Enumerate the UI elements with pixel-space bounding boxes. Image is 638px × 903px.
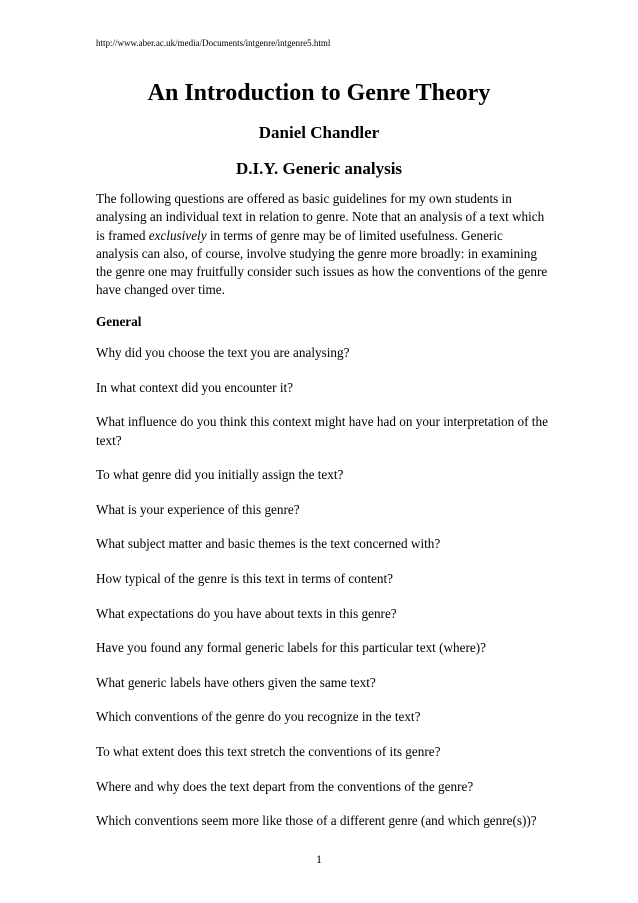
document-title: An Introduction to Genre Theory — [147, 80, 491, 106]
section-title: D.I.Y. Generic analysis — [235, 159, 403, 178]
question-item: What influence do you think this context might have had on your interpretation of the text? — [96, 414, 548, 448]
intro-emphasis: exclusively — [148, 227, 207, 243]
question-item: What generic labels have others given the same text? — [96, 674, 376, 690]
question-item: Where and why does the text depart from the conventions of the genre? — [96, 778, 474, 794]
question-item: Have you found any formal generic labels for this particular text (where)? — [96, 640, 486, 656]
question-item: To what genre did you initially assign the text? — [96, 467, 344, 483]
question-item: Why did you choose the text you are analysing? — [96, 345, 350, 361]
question-item: What expectations do you have about texts in this genre? — [96, 605, 397, 621]
body-content — [96, 190, 548, 847]
intro-text-start: The following questions are offered as basic guidelines for my own students in analysing an individual text in relation to genre. Note that an analysis of a text which is framed — [96, 191, 545, 243]
source-url: http://www.aber.ac.uk/media/Documents/intgenre/intgenre5.html — [96, 38, 331, 48]
question-item: What subject matter and basic themes is the text concerned with? — [96, 536, 441, 552]
question-item: Which conventions of the genre do you recognize in the text? — [96, 709, 421, 725]
author-name: Daniel Chandler — [258, 123, 380, 142]
page-number: 1 — [316, 852, 322, 866]
question-item: To what extent does this text stretch the conventions of its genre? — [96, 743, 441, 759]
question-item: In what context did you encounter it? — [96, 379, 294, 395]
question-item: How typical of the genre is this text in terms of content? — [96, 570, 394, 586]
question-item: What is your experience of this genre? — [96, 501, 300, 517]
general-heading: General — [96, 313, 142, 329]
intro-text-end: in terms of genre may be of limited usefulness. Generic analysis can also, of course, involve studying the genre more broadly: in examining the genre one may fruitfully consider such issues as how the conventions of the genre have changed over time. — [96, 227, 548, 298]
question-item: Which conventions seem more like those of a different genre (and which genre(s))? — [96, 813, 537, 829]
intro-paragraph — [96, 190, 548, 300]
